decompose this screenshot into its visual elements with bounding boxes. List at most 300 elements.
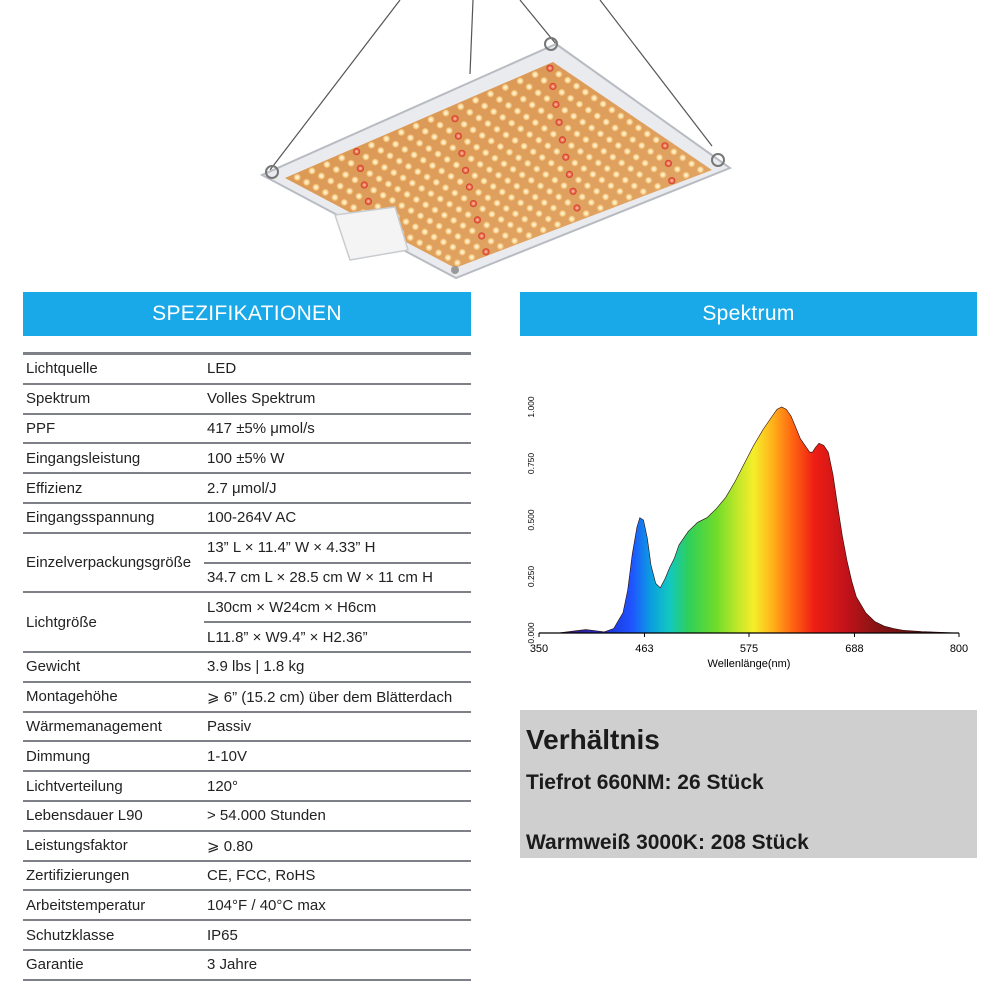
white-led [380, 192, 387, 199]
white-led [625, 194, 632, 201]
white-led [519, 171, 526, 178]
white-led [626, 118, 633, 125]
white-led [561, 107, 568, 114]
white-led [645, 177, 652, 184]
white-led [464, 138, 471, 145]
white-led [459, 249, 466, 256]
specifications-header: SPEZIFIKATIONEN [23, 292, 471, 336]
white-led [394, 186, 401, 193]
y-tick-label: 0.500 [526, 509, 536, 531]
ratio-title: Verhältnis [526, 724, 660, 755]
white-led [440, 139, 447, 146]
white-led [688, 160, 695, 167]
white-led [377, 147, 384, 154]
white-led [516, 227, 523, 234]
specifications-table [23, 352, 471, 981]
white-led [627, 165, 634, 172]
spec-value: 3.9 lbs | 1.8 kg [207, 658, 305, 676]
white-led [588, 124, 595, 131]
white-led [617, 112, 624, 119]
white-led [422, 128, 429, 135]
white-led [341, 199, 348, 206]
white-led [408, 207, 415, 214]
white-led [499, 114, 506, 121]
white-led [468, 254, 475, 261]
white-led [482, 149, 489, 156]
white-led [442, 110, 449, 117]
x-tick-label: 463 [635, 643, 654, 655]
spec-row [23, 683, 471, 713]
white-led [389, 197, 396, 204]
ratio-warm-white: Warmweiß 3000K: 208 Stück [526, 831, 809, 854]
white-led [570, 113, 577, 120]
white-led [633, 154, 640, 161]
white-led [416, 140, 423, 147]
white-led [407, 234, 414, 241]
white-led [455, 206, 462, 213]
white-led [424, 173, 431, 180]
white-led [536, 210, 543, 217]
spec-value: 100-264V AC [207, 509, 297, 527]
white-led [447, 173, 454, 180]
white-led [362, 153, 369, 160]
white-led [503, 205, 510, 212]
white-led [597, 130, 604, 137]
white-led [636, 171, 643, 178]
white-led [508, 194, 515, 201]
white-led [546, 188, 553, 195]
white-led [600, 148, 607, 155]
white-led [607, 182, 614, 189]
spec-row [23, 593, 471, 653]
red-led [353, 148, 360, 155]
white-led [535, 137, 542, 144]
white-led [396, 158, 403, 165]
spec-row [23, 352, 471, 385]
spec-value: Passiv [207, 717, 252, 735]
white-led [294, 174, 301, 181]
white-led [431, 206, 438, 213]
white-led [451, 189, 458, 196]
spec-row [23, 444, 471, 474]
white-led [573, 83, 580, 90]
spec-value: L30cm × W24cm × H6cm [204, 593, 471, 623]
spec-label: Lichtquelle [26, 360, 98, 378]
white-led [404, 191, 411, 198]
white-led [405, 163, 412, 170]
white-led [598, 176, 605, 183]
spec-label: Arbeitstemperatur [26, 896, 146, 914]
white-led [383, 135, 390, 142]
white-led [442, 184, 449, 191]
spec-row [23, 534, 471, 594]
white-led [564, 125, 571, 132]
white-led [606, 136, 613, 143]
white-led [550, 131, 557, 138]
white-led [542, 171, 549, 178]
white-led [654, 183, 661, 190]
white-led [533, 165, 540, 172]
white-led [490, 108, 497, 115]
white-led [308, 167, 315, 174]
white-led [583, 210, 590, 217]
white-led [504, 177, 511, 184]
white-led [416, 239, 423, 246]
white-led [568, 142, 575, 149]
white-led [513, 183, 520, 190]
white-led [521, 216, 528, 223]
white-led [589, 171, 596, 178]
spec-label: PPF [26, 419, 56, 437]
red-led [562, 154, 569, 161]
white-led [604, 165, 611, 172]
spec-label: Eingangsspannung [26, 509, 155, 527]
white-led [557, 165, 564, 172]
white-led [436, 223, 443, 230]
white-led [595, 159, 602, 166]
white-led [560, 182, 567, 189]
x-tick-label: 688 [845, 643, 864, 655]
white-led [670, 148, 677, 155]
white-led [427, 116, 434, 123]
white-led [414, 168, 421, 175]
grow-light-image [0, 0, 1000, 290]
white-led [564, 199, 571, 206]
white-led [402, 218, 409, 225]
white-led [390, 169, 397, 176]
white-led [459, 222, 466, 229]
white-led [454, 233, 461, 240]
white-led [488, 137, 495, 144]
spec-value: 417 ±5% μmol/s [207, 419, 315, 437]
spec-value: 3 Jahre [207, 956, 258, 974]
red-led [566, 171, 573, 178]
white-led [631, 182, 638, 189]
ratio-panel [520, 710, 977, 858]
white-led [511, 137, 518, 144]
white-led [532, 119, 539, 126]
white-led [370, 187, 377, 194]
ratio-deep-red: Tiefrot 660NM: 26 Stück [526, 771, 764, 794]
spec-label: Garantie [26, 956, 84, 974]
white-led [426, 217, 433, 224]
red-led [573, 204, 580, 211]
white-led [526, 83, 533, 90]
white-led [548, 160, 555, 167]
white-led [697, 166, 704, 173]
spec-value: LED [207, 360, 237, 378]
white-led [401, 146, 408, 153]
spec-label: Effizienz [26, 479, 83, 497]
white-led [465, 211, 472, 218]
spec-label: Lichtgröße [26, 613, 97, 631]
white-led [366, 170, 373, 177]
white-led [545, 215, 552, 222]
spec-row [23, 772, 471, 802]
white-led [540, 226, 547, 233]
white-led [577, 148, 584, 155]
white-led [555, 71, 562, 78]
white-led [407, 134, 414, 141]
white-led [522, 188, 529, 195]
spec-label: Zertifizierungen [26, 866, 130, 884]
white-led [431, 133, 438, 140]
white-led [342, 171, 349, 178]
white-led [502, 84, 509, 91]
x-axis-label: Wellenlänge(nm) [707, 658, 791, 670]
white-led [579, 193, 586, 200]
white-led [517, 77, 524, 84]
white-led [497, 143, 504, 150]
white-led [431, 233, 438, 240]
white-led [624, 148, 631, 155]
white-led [483, 222, 490, 229]
white-led [530, 221, 537, 228]
spec-label: Spektrum [26, 390, 91, 408]
white-led [659, 171, 666, 178]
white-led [600, 100, 607, 107]
white-led [544, 142, 551, 149]
white-led [475, 114, 482, 121]
white-led [488, 211, 495, 218]
white-led [453, 161, 460, 168]
white-led [479, 132, 486, 139]
spec-row [23, 504, 471, 534]
white-led [579, 119, 586, 126]
white-led [653, 136, 660, 143]
white-led [351, 176, 358, 183]
white-led [580, 165, 587, 172]
white-led [537, 182, 544, 189]
red-led [365, 198, 372, 205]
white-led [411, 151, 418, 158]
white-led [318, 172, 325, 179]
white-led [409, 180, 416, 187]
spec-row [23, 802, 471, 832]
white-led [611, 199, 618, 206]
white-led [417, 212, 424, 219]
white-led [674, 166, 681, 173]
white-led [591, 95, 598, 102]
white-led [635, 124, 642, 131]
white-led [640, 188, 647, 195]
white-led [597, 204, 604, 211]
spec-row [23, 832, 471, 862]
white-led [413, 122, 420, 129]
spec-value: 1-10V [207, 747, 248, 765]
spec-label: Montagehöhe [26, 688, 118, 706]
white-led [568, 215, 575, 222]
white-led [498, 216, 505, 223]
x-tick-label: 350 [529, 643, 549, 655]
white-led [490, 183, 497, 190]
spec-row [23, 415, 471, 445]
white-led [612, 124, 619, 131]
white-led [327, 177, 334, 184]
white-led [530, 148, 537, 155]
red-led [661, 142, 668, 149]
spec-row [23, 951, 471, 981]
white-led [473, 144, 480, 151]
white-led [392, 141, 399, 148]
spec-label: Wärmemanagement [26, 717, 162, 735]
red-led [478, 232, 485, 239]
white-led [511, 237, 518, 244]
white-led [372, 159, 379, 166]
white-led [622, 177, 629, 184]
white-led [437, 195, 444, 202]
white-led [608, 106, 615, 113]
red-led [458, 150, 465, 157]
white-led [535, 89, 542, 96]
white-led [438, 167, 445, 174]
white-led [398, 129, 405, 136]
white-led [567, 95, 574, 102]
white-led [538, 107, 545, 114]
white-led [487, 238, 494, 245]
white-led [511, 90, 518, 97]
white-led [418, 185, 425, 192]
white-led [523, 113, 530, 120]
white-led [638, 142, 645, 149]
spec-value: ⩾ 6” (15.2 cm) über dem Blätterdach [207, 688, 453, 706]
red-led [482, 248, 489, 255]
white-led [346, 188, 353, 195]
white-led [551, 177, 558, 184]
spec-label: Dimmung [26, 747, 91, 765]
white-led [469, 227, 476, 234]
white-led [449, 144, 456, 151]
white-led [550, 204, 557, 211]
white-led [486, 166, 493, 173]
red-led [665, 160, 672, 167]
white-led [571, 159, 578, 166]
white-led [450, 217, 457, 224]
white-led [355, 193, 362, 200]
white-led [555, 193, 562, 200]
x-tick-label: 800 [949, 643, 969, 655]
white-led [576, 101, 583, 108]
white-led [312, 184, 319, 191]
spec-value: Volles Spektrum [207, 390, 316, 408]
spec-value: 100 ±5% W [207, 449, 285, 467]
white-led [494, 200, 501, 207]
white-led [445, 228, 452, 235]
white-led [461, 121, 468, 128]
white-led [683, 172, 690, 179]
white-led [500, 160, 507, 167]
red-led [451, 115, 458, 122]
white-led [509, 166, 516, 173]
spec-label: Lichtverteilung [26, 777, 123, 795]
white-led [532, 194, 539, 201]
white-led [413, 196, 420, 203]
white-led [642, 160, 649, 167]
white-led [437, 122, 444, 129]
white-led [502, 232, 509, 239]
white-led [629, 136, 636, 143]
y-tick-label: 1.000 [526, 396, 536, 418]
white-led [520, 96, 527, 103]
white-led [650, 165, 657, 172]
white-led [594, 112, 601, 119]
white-led [644, 130, 651, 137]
red-led [470, 200, 477, 207]
white-led [496, 96, 503, 103]
white-led [554, 221, 561, 228]
white-led [679, 154, 686, 161]
white-led [472, 97, 479, 104]
red-led [357, 165, 364, 172]
white-led [484, 194, 491, 201]
white-led [506, 149, 513, 156]
red-led [361, 181, 368, 188]
white-led [541, 125, 548, 132]
white-led [464, 238, 471, 245]
white-led [444, 156, 451, 163]
white-led [333, 166, 340, 173]
white-led [558, 89, 565, 96]
white-led [446, 127, 453, 134]
white-led [338, 154, 345, 161]
white-led [420, 157, 427, 164]
white-led [517, 199, 524, 206]
red-led [466, 183, 473, 190]
spec-label: Schutzklasse [26, 926, 115, 944]
white-led [471, 172, 478, 179]
x-tick-label: 575 [739, 643, 759, 655]
white-led [497, 243, 504, 250]
spec-value: > 54.000 Stunden [207, 807, 326, 825]
white-led [525, 232, 532, 239]
white-led [620, 130, 627, 137]
white-led [435, 249, 442, 256]
white-led [616, 188, 623, 195]
red-led [549, 83, 556, 90]
white-led [412, 223, 419, 230]
white-led [446, 201, 453, 208]
white-led [480, 178, 487, 185]
white-led [656, 154, 663, 161]
spectrum-chart [520, 390, 980, 680]
white-led [337, 183, 344, 190]
white-led [495, 172, 502, 179]
white-led [609, 154, 616, 161]
white-led [381, 164, 388, 171]
spec-row [23, 713, 471, 743]
white-led [647, 148, 654, 155]
white-led [491, 155, 498, 162]
white-led [505, 102, 512, 109]
white-led [591, 142, 598, 149]
white-led [468, 155, 475, 162]
spec-label: Einzelverpackungsgröße [26, 554, 192, 572]
spec-value: CE, FCC, RoHS [207, 866, 316, 884]
white-led [613, 171, 620, 178]
white-led [573, 130, 580, 137]
red-led [462, 167, 469, 174]
spectrum-header: Spektrum [520, 292, 977, 336]
red-led [570, 188, 577, 195]
white-led [515, 154, 522, 161]
white-led [303, 179, 310, 186]
white-led [493, 126, 500, 133]
white-led [473, 243, 480, 250]
white-led [331, 194, 338, 201]
spec-row [23, 742, 471, 772]
white-led [434, 150, 441, 157]
white-led [386, 152, 393, 159]
